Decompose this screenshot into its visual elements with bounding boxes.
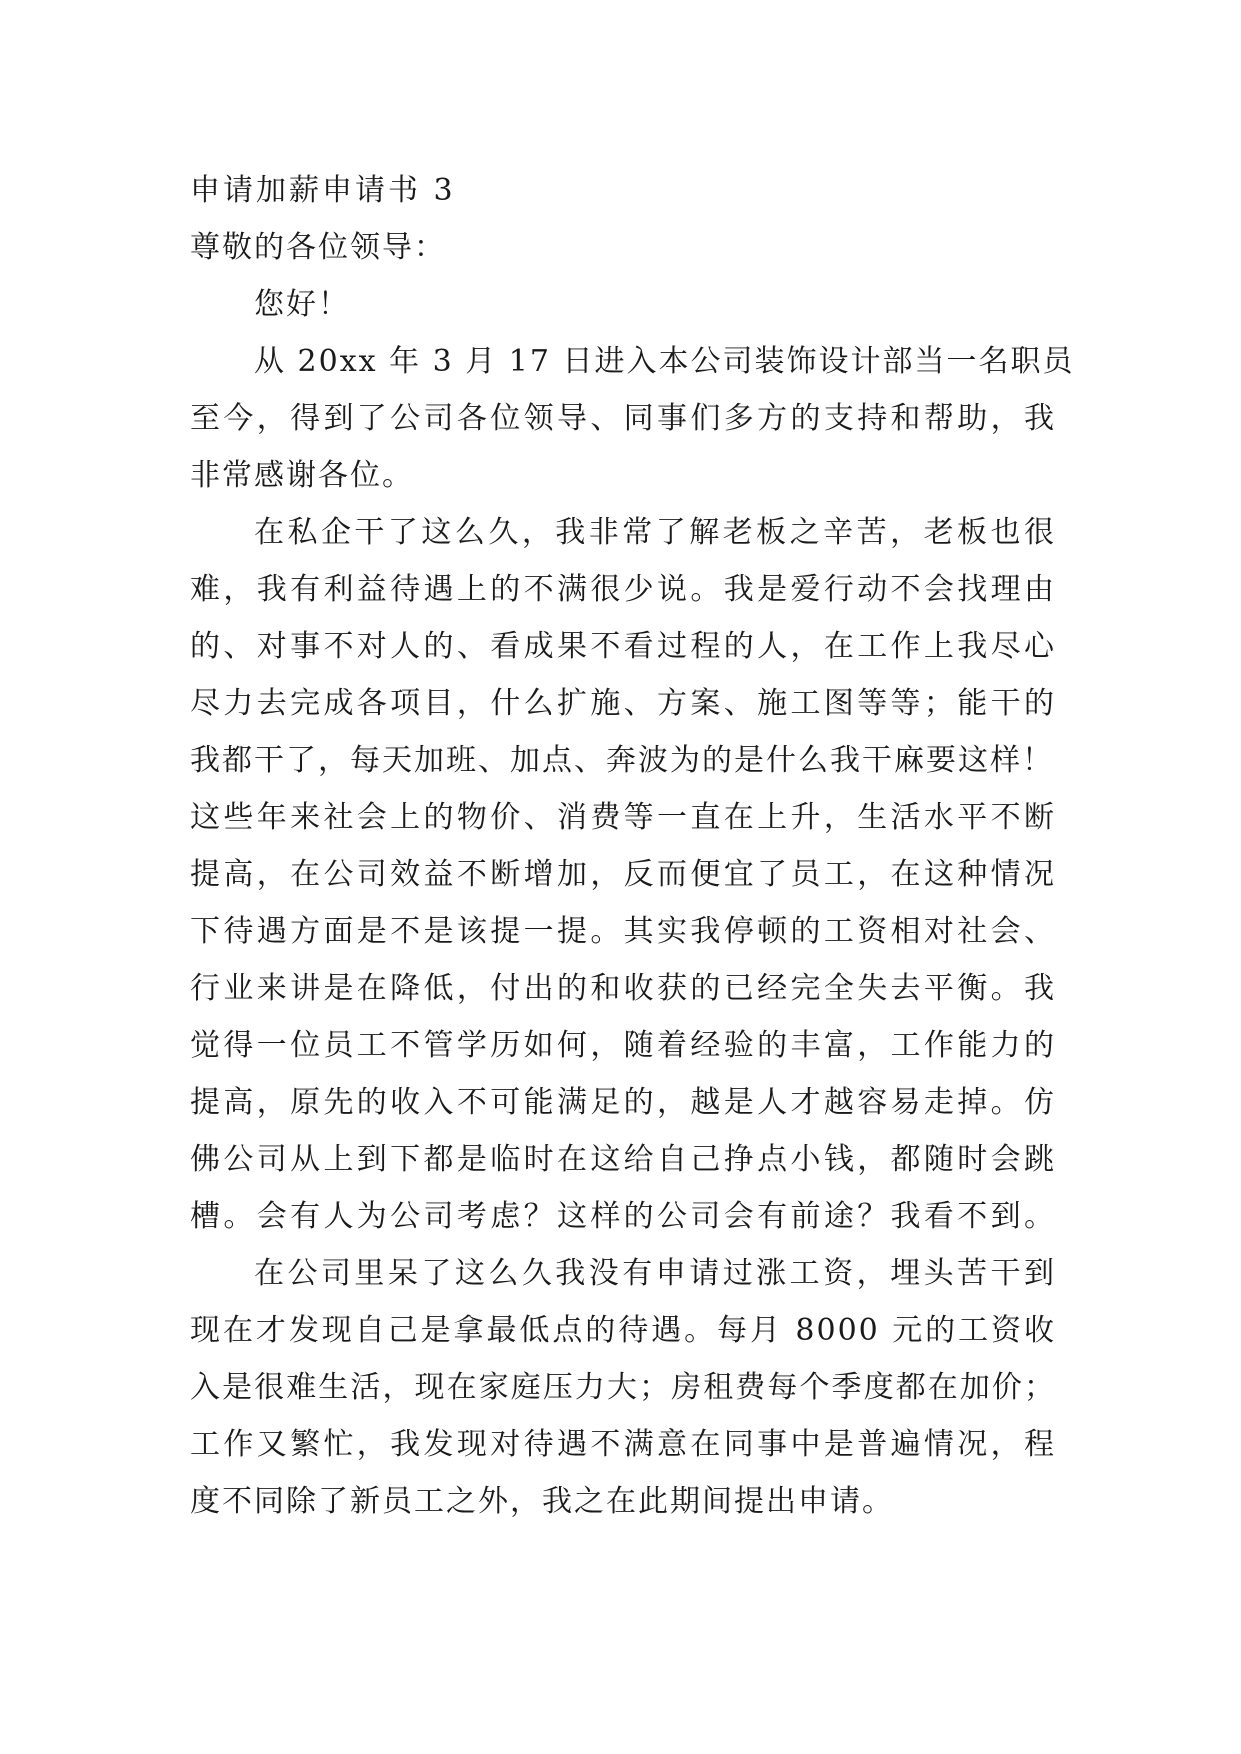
paragraph-1 xyxy=(190,333,1075,504)
greeting: 您好！ xyxy=(254,287,350,322)
paragraph-line: 提高，原先的收入不可能满足的，越是人才越容易走掉。仿 xyxy=(190,1085,1056,1120)
document-body xyxy=(190,162,1075,1530)
paragraph-line: 行业来讲是在降低，付出的和收获的已经完全失去平衡。我 xyxy=(190,971,1056,1006)
paragraph-line: 觉得一位员工不管学历如何，随着经验的丰富，工作能力的 xyxy=(190,1028,1056,1063)
paragraph-line: 槽。会有人为公司考虑？这样的公司会有前途？我看不到。 xyxy=(190,1199,1056,1234)
paragraph-line: 下待遇方面是不是该提一提。其实我停顿的工资相对社会、 xyxy=(190,914,1056,949)
paragraph-line: 的、对事不对人的、看成果不看过程的人，在工作上我尽心 xyxy=(190,629,1056,664)
paragraph-line: 尽力去完成各项目，什么扩施、方案、施工图等等；能干的 xyxy=(190,686,1056,721)
paragraph-line: 在私企干了这么久，我非常了解老板之辛苦，老板也很 xyxy=(254,515,1056,550)
paragraph-3 xyxy=(190,1245,1056,1530)
paragraph-line: 提高，在公司效益不断增加，反而便宜了员工，在这种情况 xyxy=(190,857,1056,892)
paragraph-line: 我都干了，每天加班、加点、奔波为的是什么我干麻要这样！ xyxy=(190,743,1054,778)
paragraph-line: 入是很难生活，现在家庭压力大；房租费每个季度都在加价； xyxy=(190,1370,1056,1405)
paragraph-line: 非常感谢各位。 xyxy=(190,458,414,493)
paragraph-line: 佛公司从上到下都是临时在这给自己挣点小钱，都随时会跳 xyxy=(190,1142,1056,1177)
document-title: 申请加薪申请书 3 xyxy=(190,173,456,208)
paragraph-line: 现在才发现自己是拿最低点的待遇。每月 8000 元的工资收 xyxy=(190,1313,1056,1348)
paragraph-line: 难，我有利益待遇上的不满很少说。我是爱行动不会找理由 xyxy=(190,572,1056,607)
salutation: 尊敬的各位领导： xyxy=(190,230,446,265)
paragraph-line: 从 20xx 年 3 月 17 日进入本公司装饰设计部当一名职员 xyxy=(254,344,1075,379)
paragraph-line: 至今，得到了公司各位领导、同事们多方的支持和帮助，我 xyxy=(190,401,1056,436)
paragraph-line: 工作又繁忙，我发现对待遇不满意在同事中是普遍情况，程 xyxy=(190,1427,1056,1462)
paragraph-line: 这些年来社会上的物价、消费等一直在上升，生活水平不断 xyxy=(190,800,1056,835)
paragraph-line: 度不同除了新员工之外，我之在此期间提出申请。 xyxy=(190,1484,894,1519)
paragraph-line: 在公司里呆了这么久我没有申请过涨工资，埋头苦干到 xyxy=(254,1256,1056,1291)
paragraph-2 xyxy=(190,504,1056,1245)
